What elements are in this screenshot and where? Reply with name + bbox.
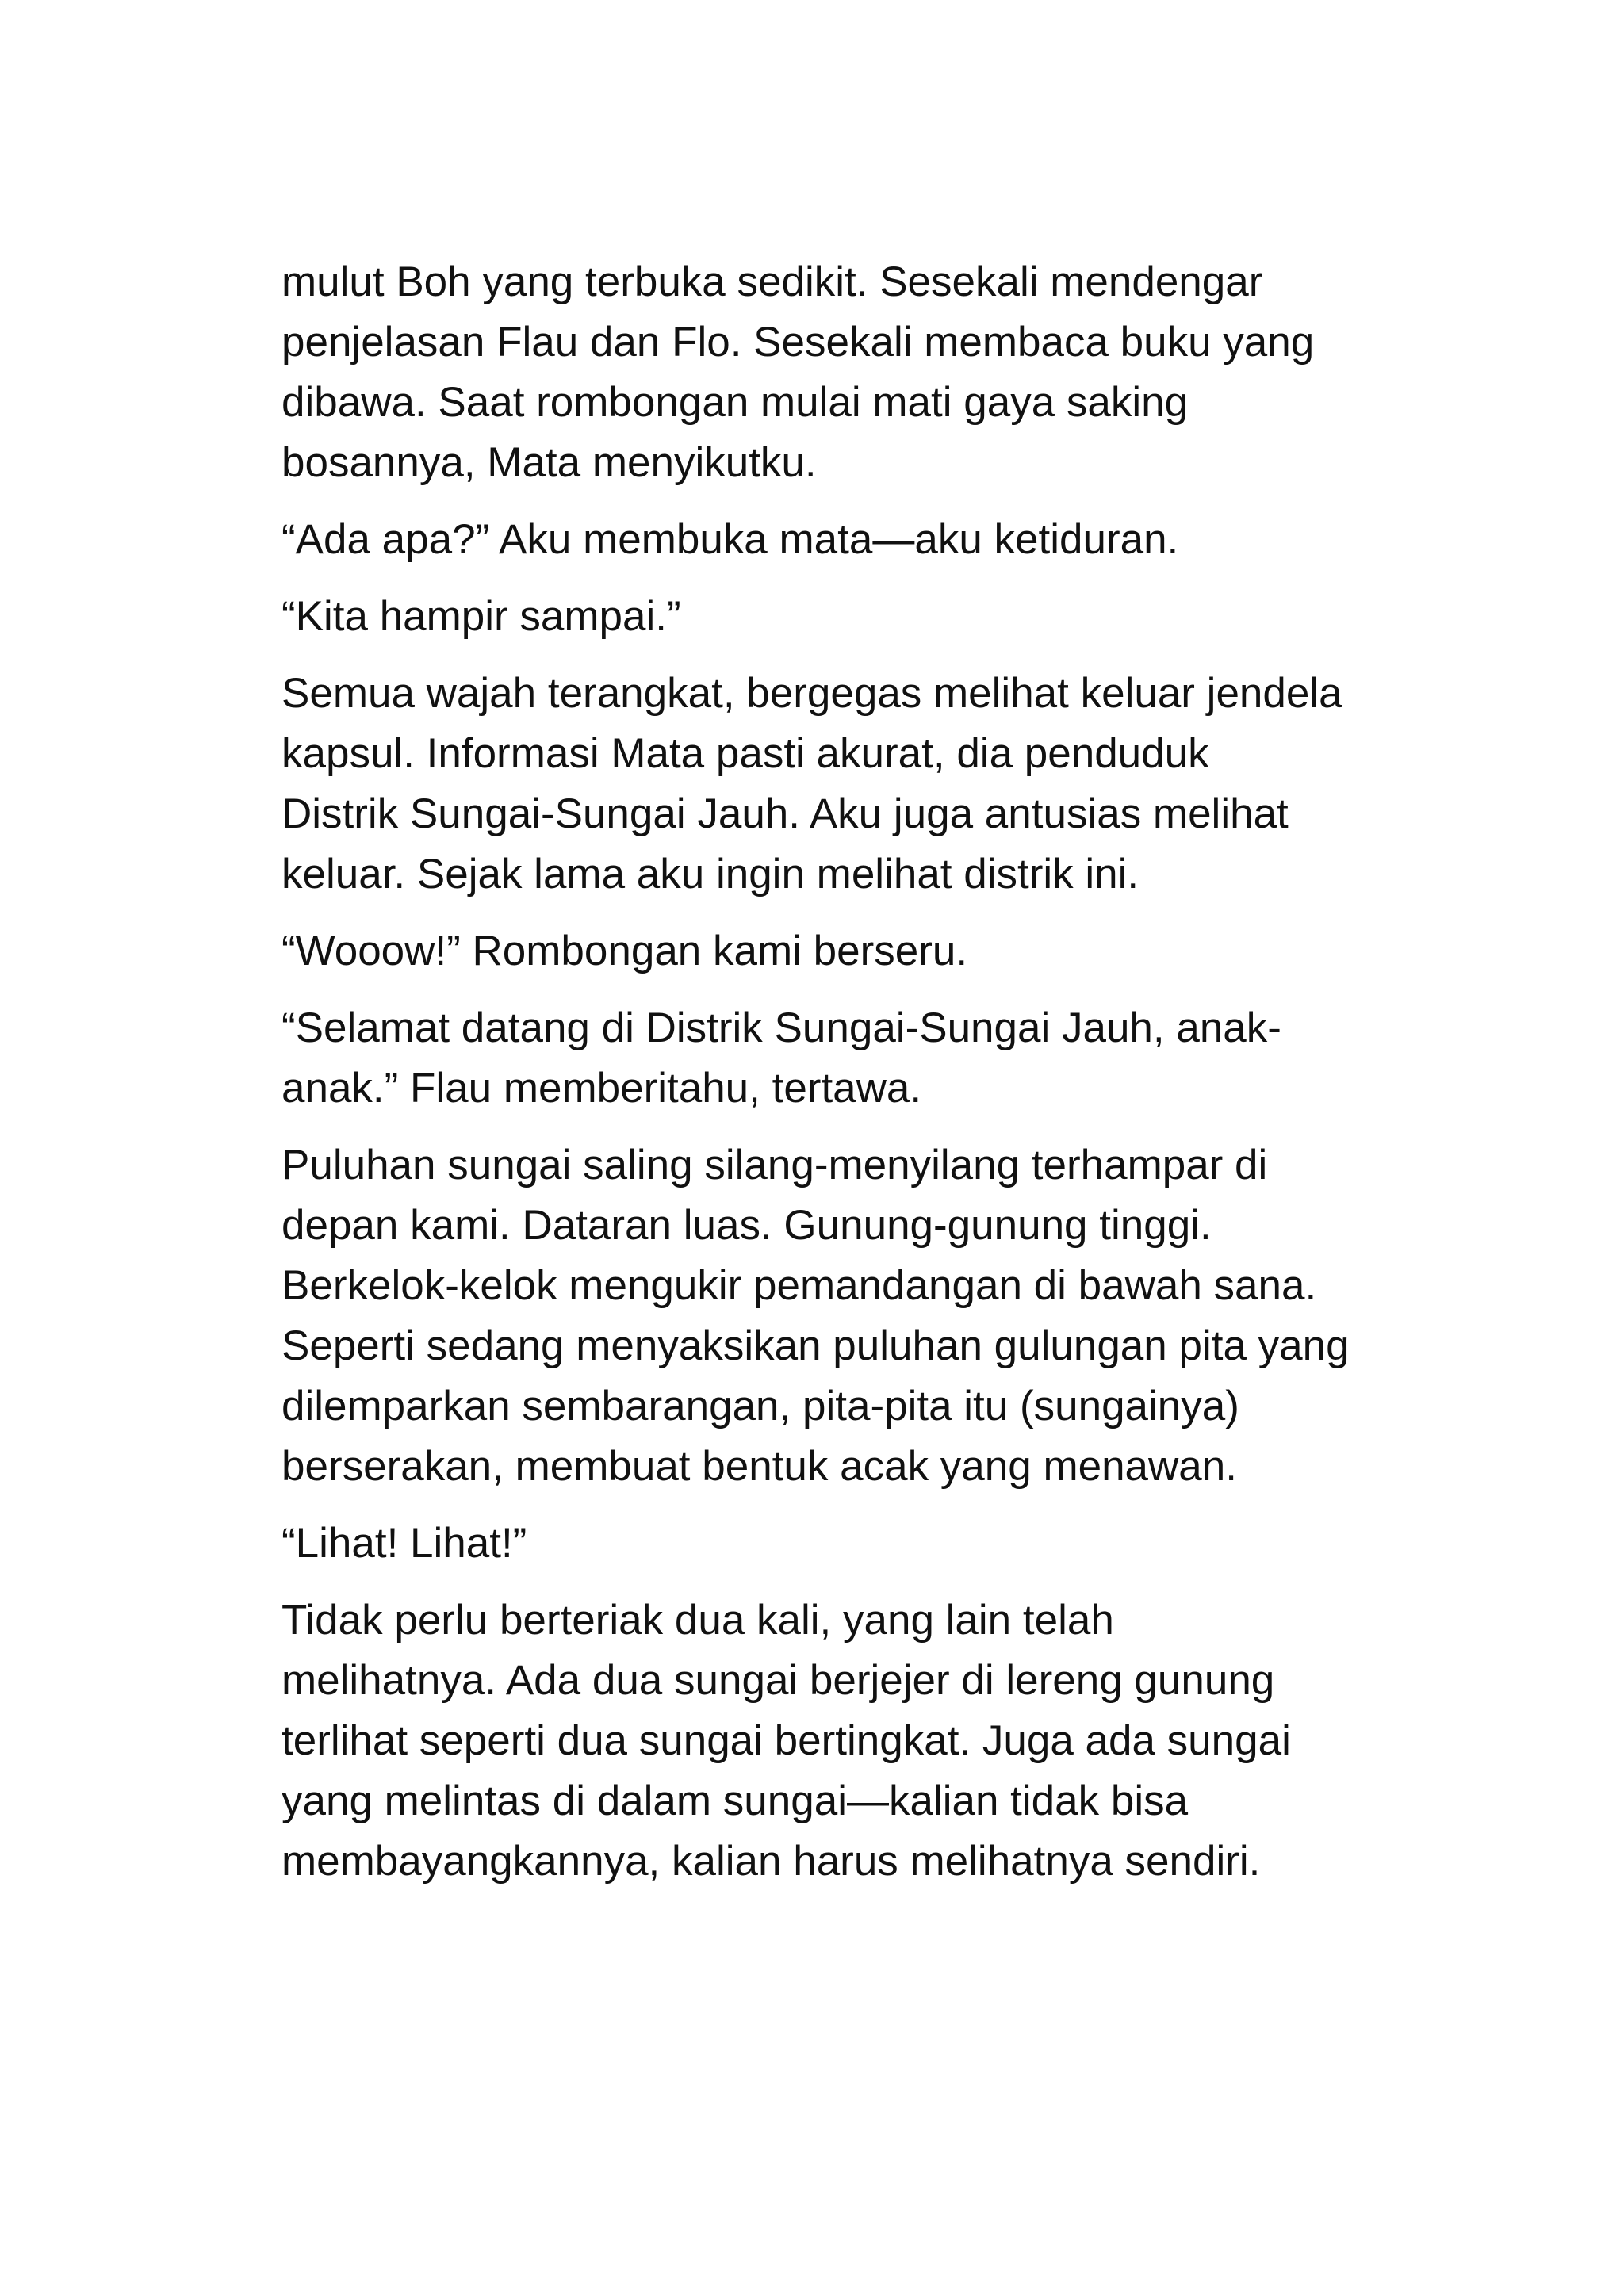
text-line: berserakan, membuat bentuk acak yang menawan.: [282, 1443, 1237, 1490]
text-line: yang melintas di dalam sungai—kalian tidak bisa: [282, 1777, 1189, 1824]
text-line: “Wooow!” Rombongan kami berseru.: [282, 928, 968, 974]
text-line: Berkelok-kelok mengukir pemandangan di bawah sana.: [282, 1262, 1317, 1309]
text-line: “Lihat! Lihat!”: [282, 1520, 527, 1567]
text-line: dibawa. Saat rombongan mulai mati gaya saking: [282, 379, 1189, 426]
text-line: terlihat seperti dua sungai bertingkat. Juga ada sungai: [282, 1717, 1291, 1764]
text-line: Seperti sedang menyaksikan puluhan gulungan pita yang: [282, 1322, 1350, 1369]
text-line: membayangkannya, kalian harus melihatnya sendiri.: [282, 1838, 1261, 1885]
paragraph: [282, 921, 1360, 982]
text-line: dilemparkan sembarangan, pita-pita itu (sungainya): [282, 1383, 1239, 1429]
paragraph: [282, 252, 1360, 493]
paragraph: [282, 587, 1360, 647]
text-line: “Ada apa?” Aku membuka mata—aku ketiduran.: [282, 516, 1179, 563]
text-line: mulut Boh yang terbuka sedikit. Sesekali mendengar: [282, 258, 1263, 305]
paragraph: [282, 1513, 1360, 1574]
paragraph: [282, 664, 1360, 905]
body-text: [282, 252, 1360, 1908]
text-line: Tidak perlu berteriak dua kali, yang lain telah: [282, 1597, 1114, 1644]
text-line: keluar. Sejak lama aku ingin melihat distrik ini.: [282, 851, 1139, 897]
text-line: bosannya, Mata menyikutku.: [282, 439, 817, 486]
paragraph: [282, 998, 1360, 1119]
text-line: penjelasan Flau dan Flo. Sesekali membaca buku yang: [282, 319, 1315, 365]
text-line: melihatnya. Ada dua sungai berjejer di lereng gunung: [282, 1657, 1275, 1704]
text-line: “Kita hampir sampai.”: [282, 593, 681, 640]
paragraph: [282, 510, 1360, 570]
paragraph: [282, 1590, 1360, 1892]
text-line: anak.” Flau memberitahu, tertawa.: [282, 1065, 922, 1112]
text-line: depan kami. Dataran luas. Gunung-gunung tinggi.: [282, 1202, 1212, 1249]
text-line: “Selamat datang di Distrik Sungai-Sungai Jauh, anak-: [282, 1004, 1281, 1051]
text-line: Semua wajah terangkat, bergegas melihat keluar jendela: [282, 670, 1342, 717]
text-line: Puluhan sungai saling silang-menyilang terhampar di: [282, 1142, 1268, 1188]
text-line: Distrik Sungai-Sungai Jauh. Aku juga antusias melihat: [282, 790, 1289, 837]
paragraph: [282, 1135, 1360, 1497]
text-line: kapsul. Informasi Mata pasti akurat, dia penduduk: [282, 730, 1209, 777]
